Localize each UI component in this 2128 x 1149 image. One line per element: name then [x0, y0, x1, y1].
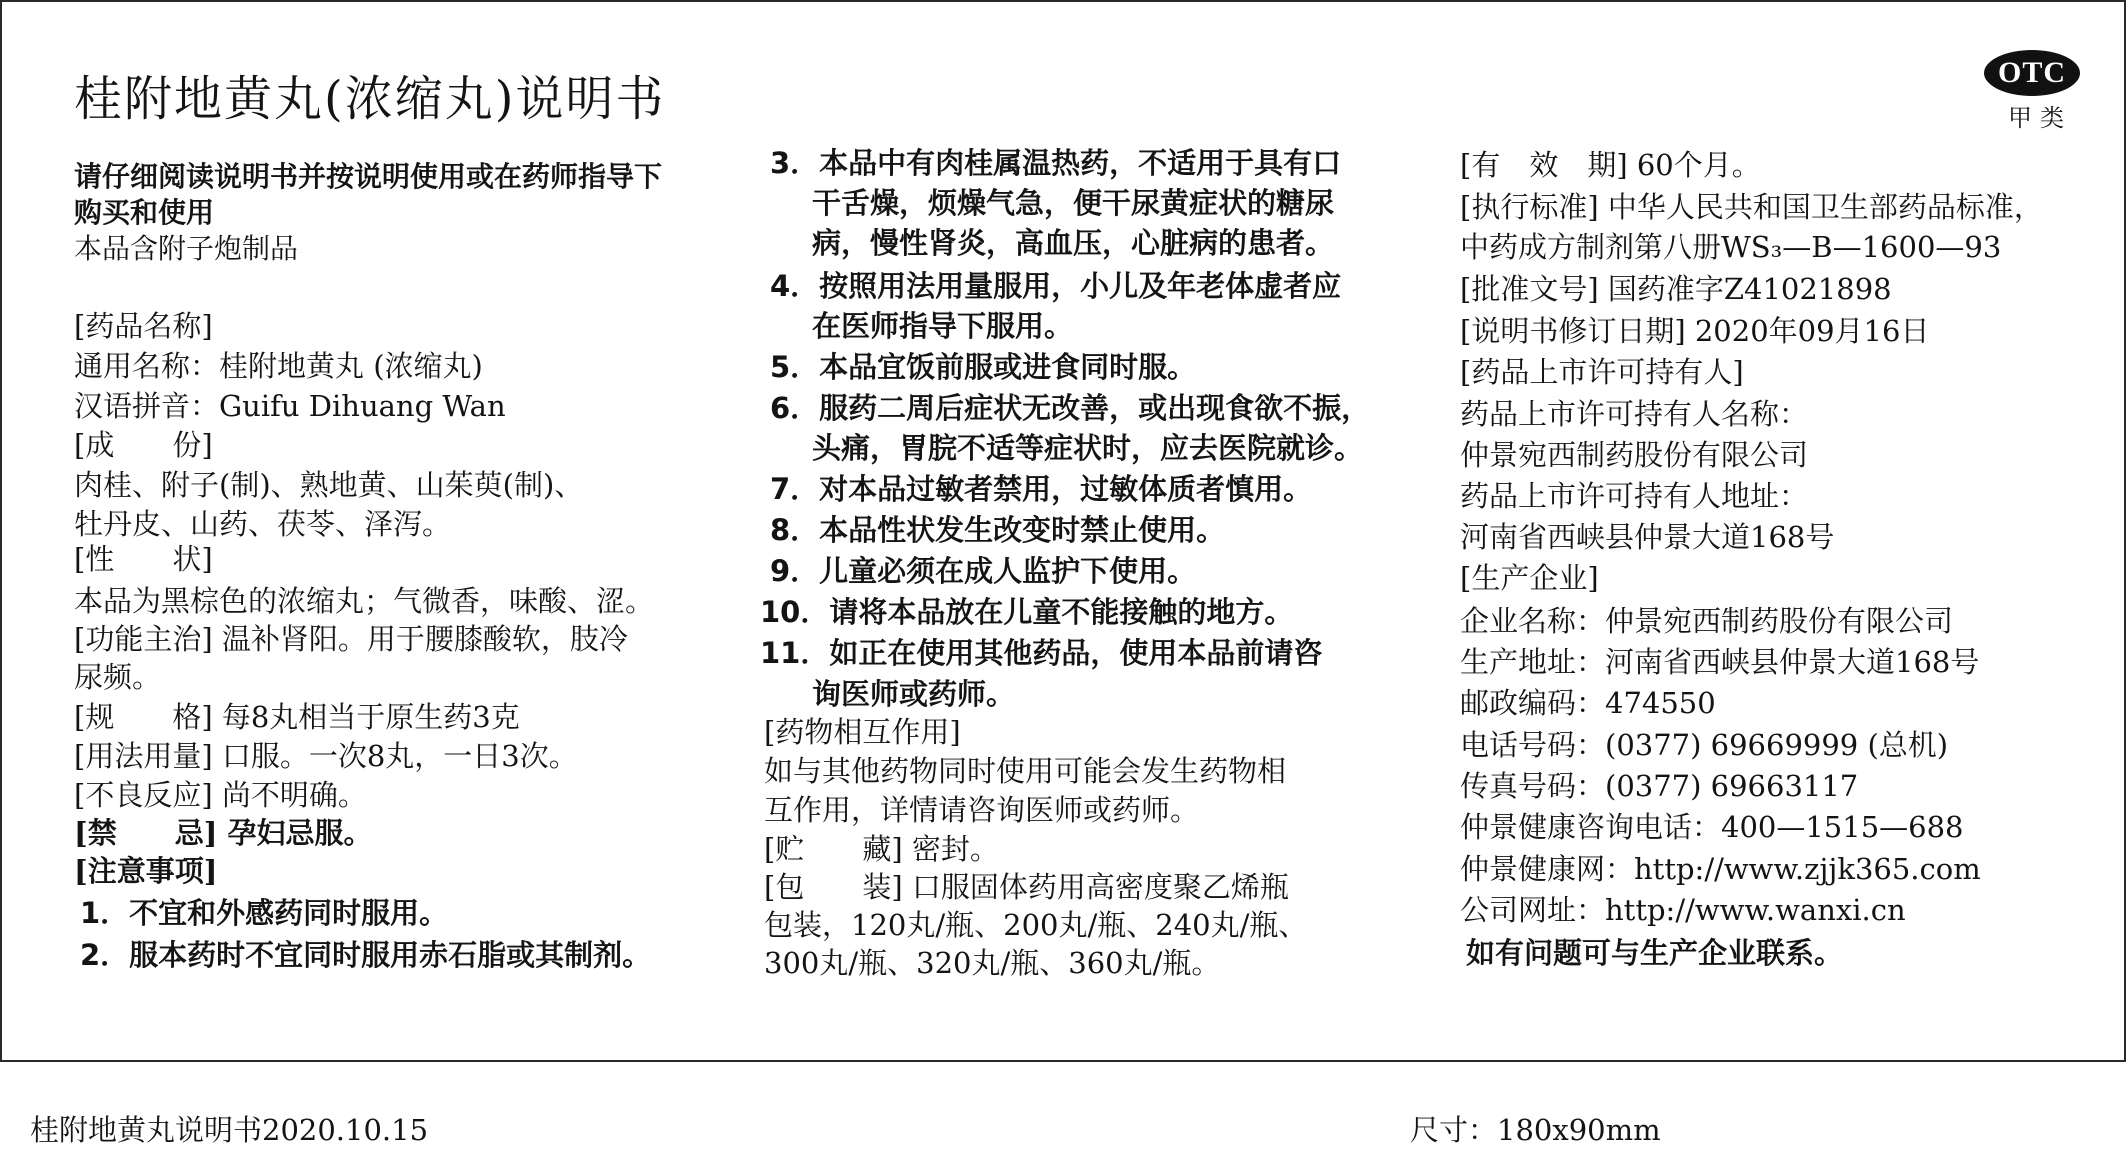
precaution-7: 7．对本品过敏者禁用，过敏体质者慎用。: [770, 472, 1313, 506]
precaution-2: 2．服本药时不宜同时服用赤石脂或其制剂。: [80, 938, 652, 972]
production-address: 生产地址：河南省西峡县仲景大道168号: [1460, 645, 1980, 679]
mah-name: 仲景宛西制药股份有限公司: [1460, 438, 1809, 472]
section-manufacturer: [生产企业]: [1460, 561, 1599, 595]
precaution-3-line-3: 病，慢性肾炎，高血压，心脏病的患者。: [812, 226, 1335, 260]
company-website: 公司网址：http://www.wanxi.cn: [1460, 893, 1906, 927]
document-title: 桂附地黄丸(浓缩丸)说明书: [74, 71, 666, 127]
adverse-reactions: [不良反应] 尚不明确。: [74, 778, 367, 812]
precaution-3-line-2: 干舌燥，烦燥气急，便干尿黄症状的糖尿: [812, 186, 1335, 220]
precaution-3-line-1: 3．本品中有肉桂属温热药，不适用于具有口: [770, 146, 1342, 180]
generic-name: 通用名称：桂附地黄丸 (浓缩丸): [74, 349, 483, 383]
mah-name-label: 药品上市许可持有人名称：: [1460, 397, 1809, 431]
precaution-10: 10．请将本品放在儿童不能接触的地方。: [760, 595, 1294, 629]
package-line-3: 300丸/瓶、320丸/瓶、360丸/瓶。: [764, 946, 1221, 980]
health-website: 仲景健康网：http://www.zjjk365.com: [1460, 852, 1981, 886]
precaution-6-line-2: 头痛，胃脘不适等症状时，应去医院就诊。: [812, 431, 1364, 465]
contact-note: 如有问题可与生产企业联系。: [1466, 936, 1844, 970]
mah-address: 河南省西峡县仲景大道168号: [1460, 520, 1835, 554]
section-drug-name: [药品名称]: [74, 309, 213, 343]
section-precautions: [注意事项]: [74, 854, 218, 888]
warning-line-2: 购买和使用: [74, 196, 215, 229]
ingredients-line-2: 牡丹皮、山药、茯苓、泽泻。: [74, 507, 452, 541]
section-interactions: [药物相互作用]: [764, 715, 961, 749]
precaution-1: 1．不宜和外感药同时服用。: [80, 896, 449, 930]
standard-line-2: 中药成方制剂第八册WS₃—B—1600—93: [1460, 230, 2002, 264]
warning-line-1: 请仔细阅读说明书并按说明使用或在药师指导下: [74, 160, 663, 193]
specification: [规 格] 每8丸相当于原生药3克: [74, 700, 520, 734]
properties-text: 本品为黑棕色的浓缩丸；气微香，味酸、涩。: [74, 584, 655, 618]
footer-size: 尺寸：180x90mm: [1410, 1113, 1661, 1147]
revision-date: [说明书修订日期] 2020年09月16日: [1460, 314, 1930, 348]
precaution-6-line-1: 6．服药二周后症状无改善，或出现食欲不振，: [770, 391, 1371, 425]
contraindications: [禁 忌] 孕妇忌服。: [74, 816, 373, 850]
footer-doc-version: 桂附地黄丸说明书2020.10.15: [30, 1113, 429, 1147]
section-mah: [药品上市许可持有人]: [1460, 355, 1744, 389]
dosage: [用法用量] 口服。一次8丸，一日3次。: [74, 739, 578, 773]
fax-number: 传真号码：(0377) 69663117: [1460, 769, 1859, 803]
ingredients-line-1: 肉桂、附子(制)、熟地黄、山茱萸(制)、: [74, 468, 584, 502]
postal-code: 邮政编码：474550: [1460, 686, 1716, 720]
indications-line-2: 尿频。: [74, 660, 162, 694]
interactions-line-1: 如与其他药物同时使用可能会发生药物相: [764, 754, 1287, 788]
approval-number: [批准文号] 国药准字Z41021898: [1460, 272, 1892, 306]
precaution-5: 5．本品宜饭前服或进食同时服。: [770, 350, 1197, 384]
company-name: 企业名称：仲景宛西制药股份有限公司: [1460, 604, 1954, 638]
pinyin-name: 汉语拼音：Guifu Dihuang Wan: [74, 389, 506, 423]
otc-badge: OTC: [1984, 50, 2080, 96]
storage: [贮 藏] 密封。: [764, 832, 999, 866]
interactions-line-2: 互作用，详情请咨询医师或药师。: [764, 793, 1200, 827]
hotline: 仲景健康咨询电话：400—1515—688: [1460, 810, 1964, 844]
mah-address-label: 药品上市许可持有人地址：: [1460, 479, 1809, 513]
standard-line-1: [执行标准] 中华人民共和国卫生部药品标准，: [1460, 190, 2043, 224]
notice-line: 本品含附子炮制品: [74, 232, 299, 265]
precaution-9: 9．儿童必须在成人监护下使用。: [770, 554, 1197, 588]
precaution-11-line-1: 11．如正在使用其他药品，使用本品前请咨: [760, 636, 1323, 670]
indications-line-1: [功能主治] 温补肾阳。用于腰膝酸软，肢冷: [74, 622, 628, 656]
validity: [有 效 期] 60个月。: [1460, 148, 1761, 182]
package-line-2: 包装，120丸/瓶、200丸/瓶、240丸/瓶、: [764, 908, 1308, 942]
otc-class-label: 甲类: [2008, 104, 2072, 132]
precaution-8: 8．本品性状发生改变时禁止使用。: [770, 513, 1226, 547]
precaution-11-line-2: 询医师或药师。: [812, 677, 1016, 711]
phone-number: 电话号码：(0377) 69669999 (总机): [1460, 728, 1949, 762]
package-line-1: [包 装] 口服固体药用高密度聚乙烯瓶: [764, 870, 1289, 904]
section-ingredients: [成 份]: [74, 428, 213, 462]
section-properties: [性 状]: [74, 542, 213, 576]
precaution-4-line-1: 4．按照用法用量服用，小儿及年老体虚者应: [770, 269, 1342, 303]
precaution-4-line-2: 在医师指导下服用。: [812, 309, 1074, 343]
